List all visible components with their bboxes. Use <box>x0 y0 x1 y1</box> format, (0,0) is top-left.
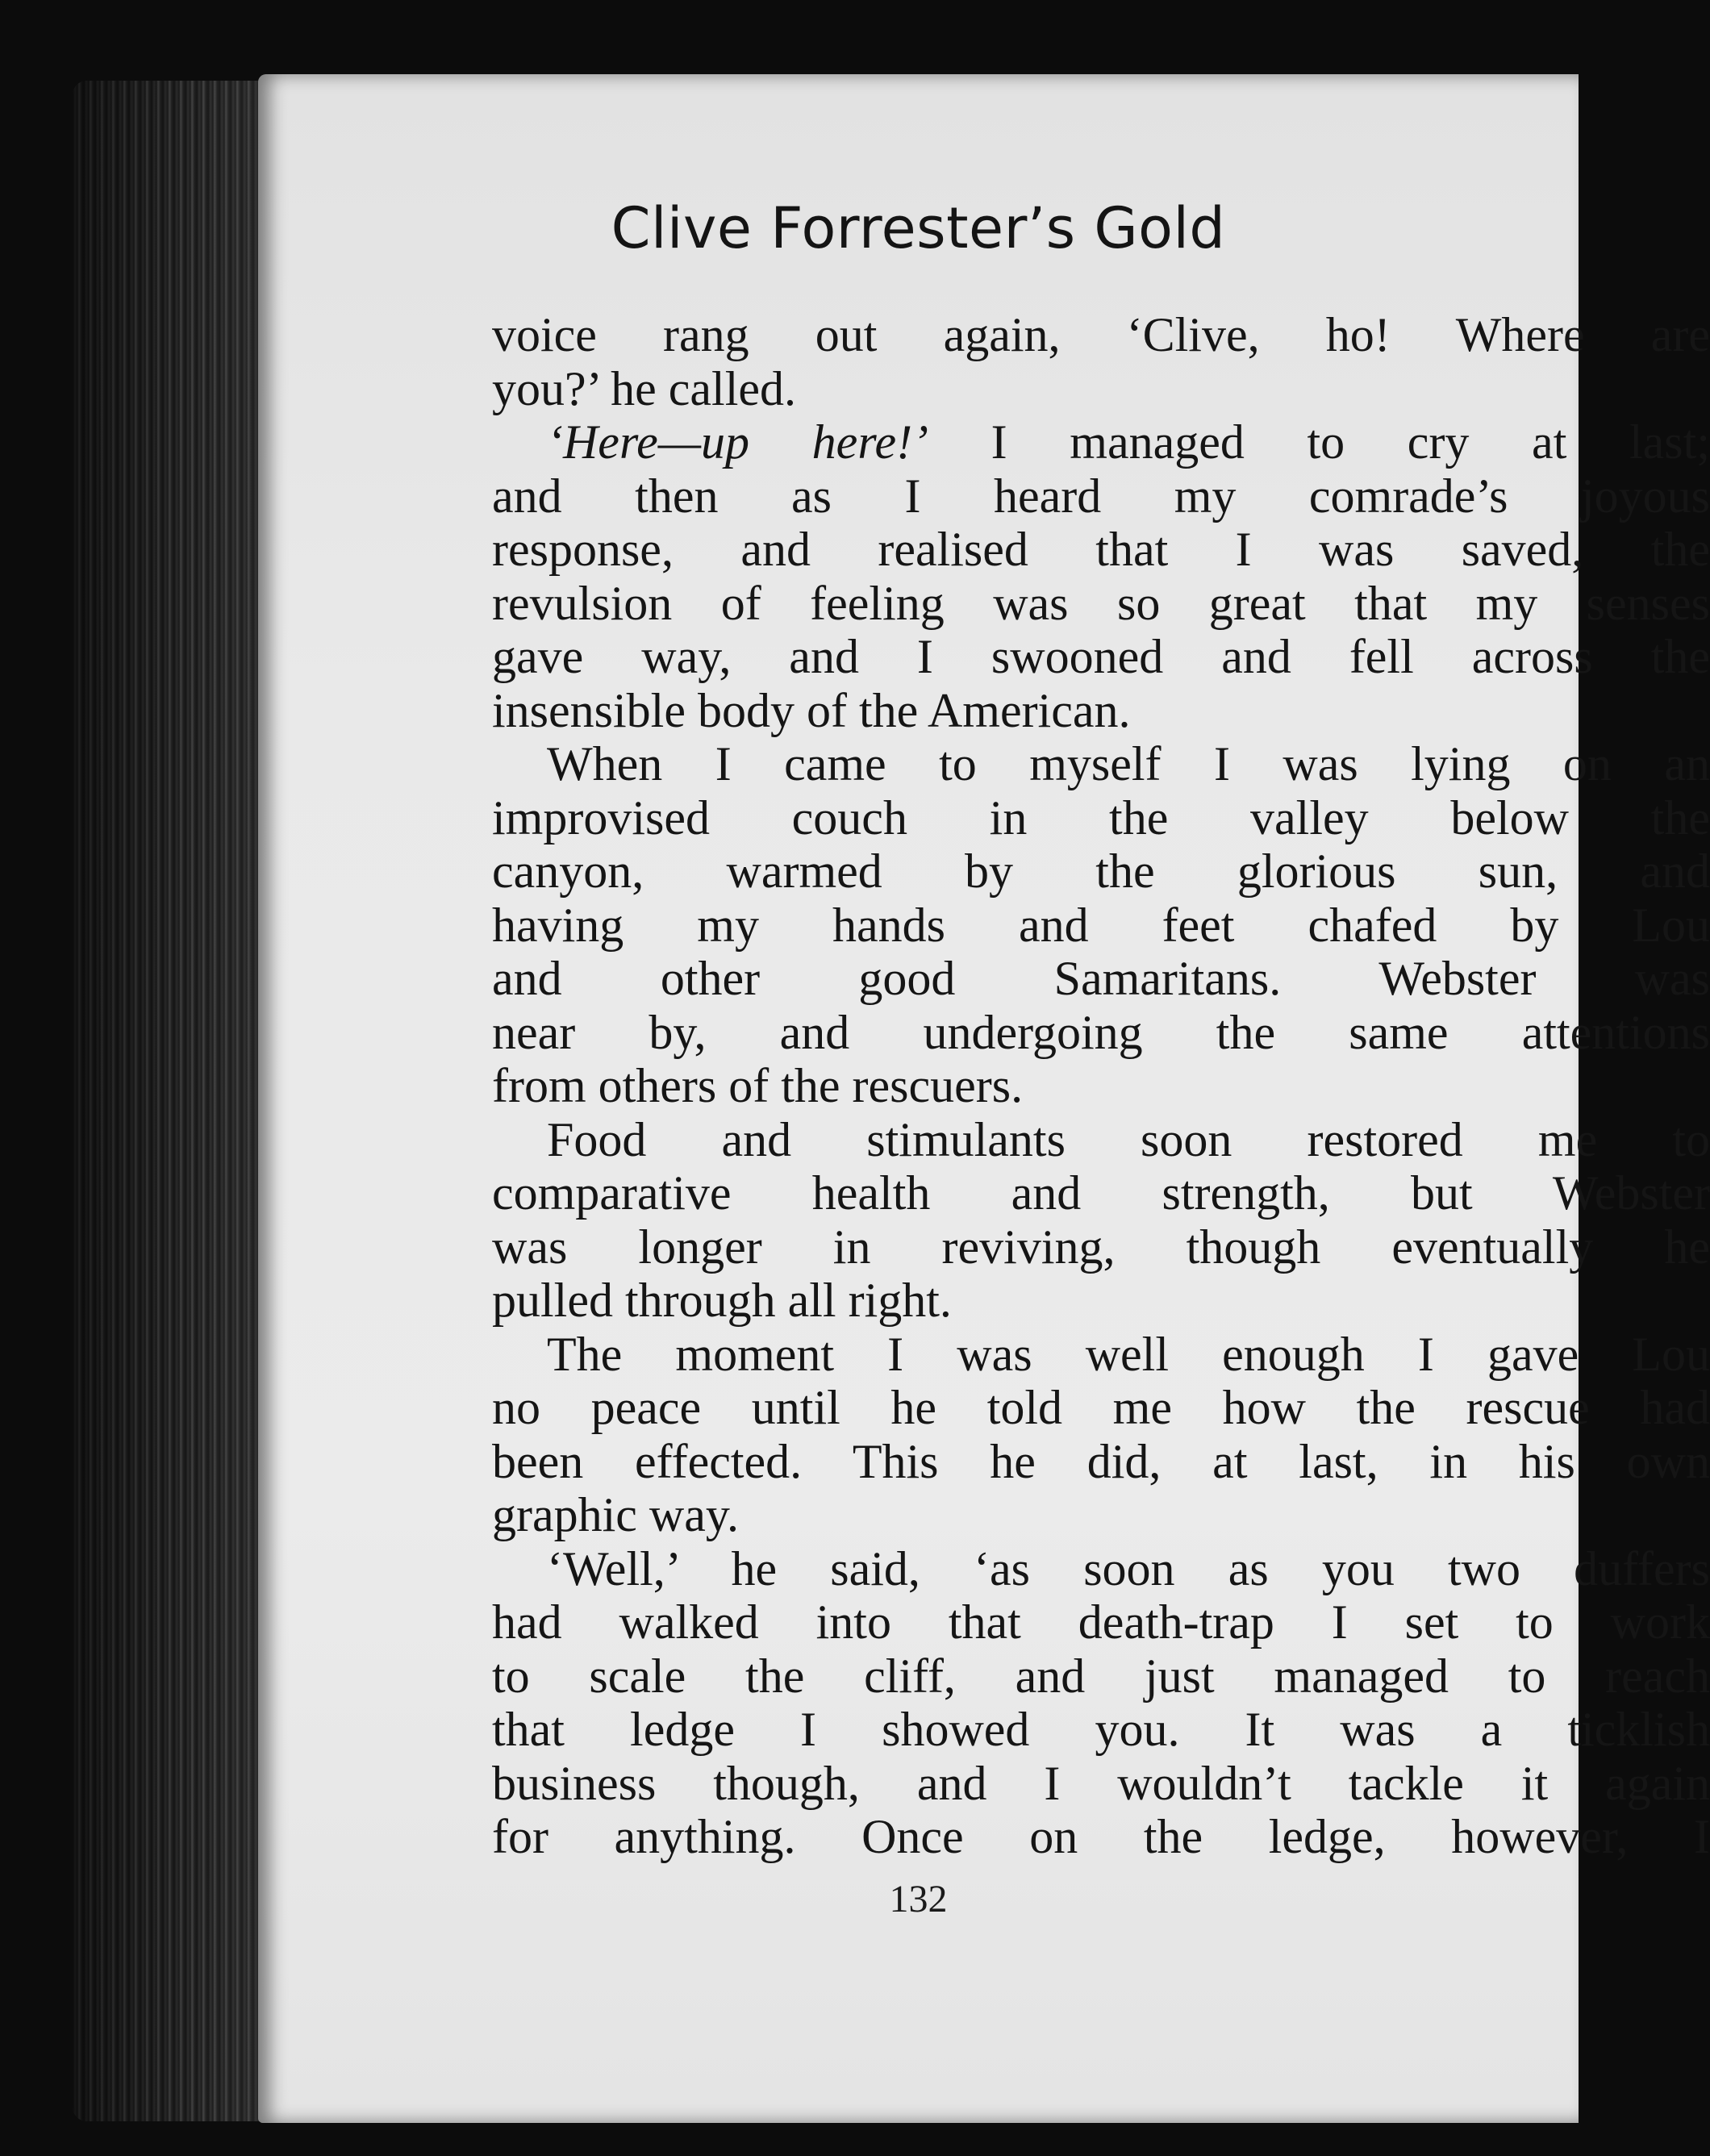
line-text: near by, and undergoing the same attentions <box>492 1005 1710 1059</box>
text-line <box>492 1757 1710 1811</box>
line-text: insensible body of the American. <box>492 683 1131 737</box>
text-line <box>492 362 1710 416</box>
line-text: you?’ he called. <box>492 361 797 415</box>
text-line <box>492 523 1710 577</box>
text-line <box>492 308 1710 362</box>
running-head: Clive Forrester’s Gold <box>611 195 1226 261</box>
line-text: The moment I was well enough I gave Lou <box>547 1327 1710 1381</box>
line-text: revulsion of feeling was so great that my senses <box>492 576 1710 630</box>
italic-speech: ‘Here—up here!’ <box>547 415 929 469</box>
body-text <box>492 308 1710 1864</box>
line-text: and then as I heard my comrade’s joyous <box>492 469 1710 523</box>
line-text: canyon, warmed by the glorious sun, and <box>492 844 1710 898</box>
text-line <box>492 1274 1710 1328</box>
text-line <box>492 899 1710 953</box>
text-line <box>492 844 1710 899</box>
line-text: to scale the cliff, and just managed to reach <box>492 1649 1710 1703</box>
line-text: response, and realised that I was saved, the <box>492 523 1710 576</box>
line-text: for anything. Once on the ledge, however, I <box>492 1810 1710 1863</box>
text-line <box>492 952 1710 1006</box>
book-page-edges <box>73 81 282 2121</box>
text-line <box>492 1328 1710 1382</box>
line-text: having my hands and feet chafed by Lou <box>492 898 1710 952</box>
line-text: graphic way. <box>492 1488 739 1541</box>
line-text: was longer in reviving, though eventually he <box>492 1220 1710 1274</box>
text-line <box>492 1542 1710 1596</box>
line-text: voice rang out again, ‘Clive, ho! Where are <box>492 308 1710 361</box>
text-line <box>492 791 1710 845</box>
line-text: and other good Samaritans. Webster was <box>492 952 1710 1005</box>
text-line <box>492 630 1710 684</box>
text-line <box>492 577 1710 631</box>
line-text: that ledge I showed you. It was a ticklish <box>492 1703 1710 1756</box>
line-text: from others of the rescuers. <box>492 1059 1024 1112</box>
text-line <box>492 1059 1710 1113</box>
text-line <box>492 1595 1710 1649</box>
line-text: no peace until he told me how the rescue had <box>492 1381 1710 1434</box>
text-line <box>492 1810 1710 1864</box>
page-number: 132 <box>889 1878 948 1920</box>
text-line <box>492 1166 1710 1220</box>
line-text: Food and stimulants soon restored me to <box>547 1112 1710 1166</box>
text-line <box>492 684 1710 738</box>
text-line <box>492 415 1710 469</box>
line-text: gave way, and I swooned and fell across the <box>492 630 1710 683</box>
text-line <box>492 469 1710 523</box>
text-line <box>492 1435 1710 1489</box>
line-text: been effected. This he did, at last, in his own <box>492 1434 1710 1488</box>
text-line <box>492 737 1710 791</box>
line-text: pulled through all right. <box>492 1274 952 1327</box>
text-line <box>492 1703 1710 1757</box>
text-line <box>492 1113 1710 1167</box>
line-text: business though, and I wouldn’t tackle it again <box>492 1756 1710 1810</box>
line-text: I managed to cry at last; <box>991 415 1710 469</box>
text-line <box>492 1381 1710 1435</box>
line-text: ‘Well,’ he said, ‘as soon as you two duffers <box>547 1541 1710 1595</box>
text-line <box>492 1488 1710 1542</box>
line-text: had walked into that death-trap I set to work <box>492 1595 1710 1649</box>
line-text: comparative health and strength, but Webster <box>492 1166 1710 1220</box>
line-text: When I came to myself I was lying on an <box>547 737 1710 790</box>
text-line <box>492 1006 1710 1060</box>
text-line <box>492 1220 1710 1274</box>
line-text: improvised couch in the valley below the <box>492 790 1710 844</box>
text-line <box>492 1649 1710 1704</box>
page-sheet <box>258 74 1710 2123</box>
